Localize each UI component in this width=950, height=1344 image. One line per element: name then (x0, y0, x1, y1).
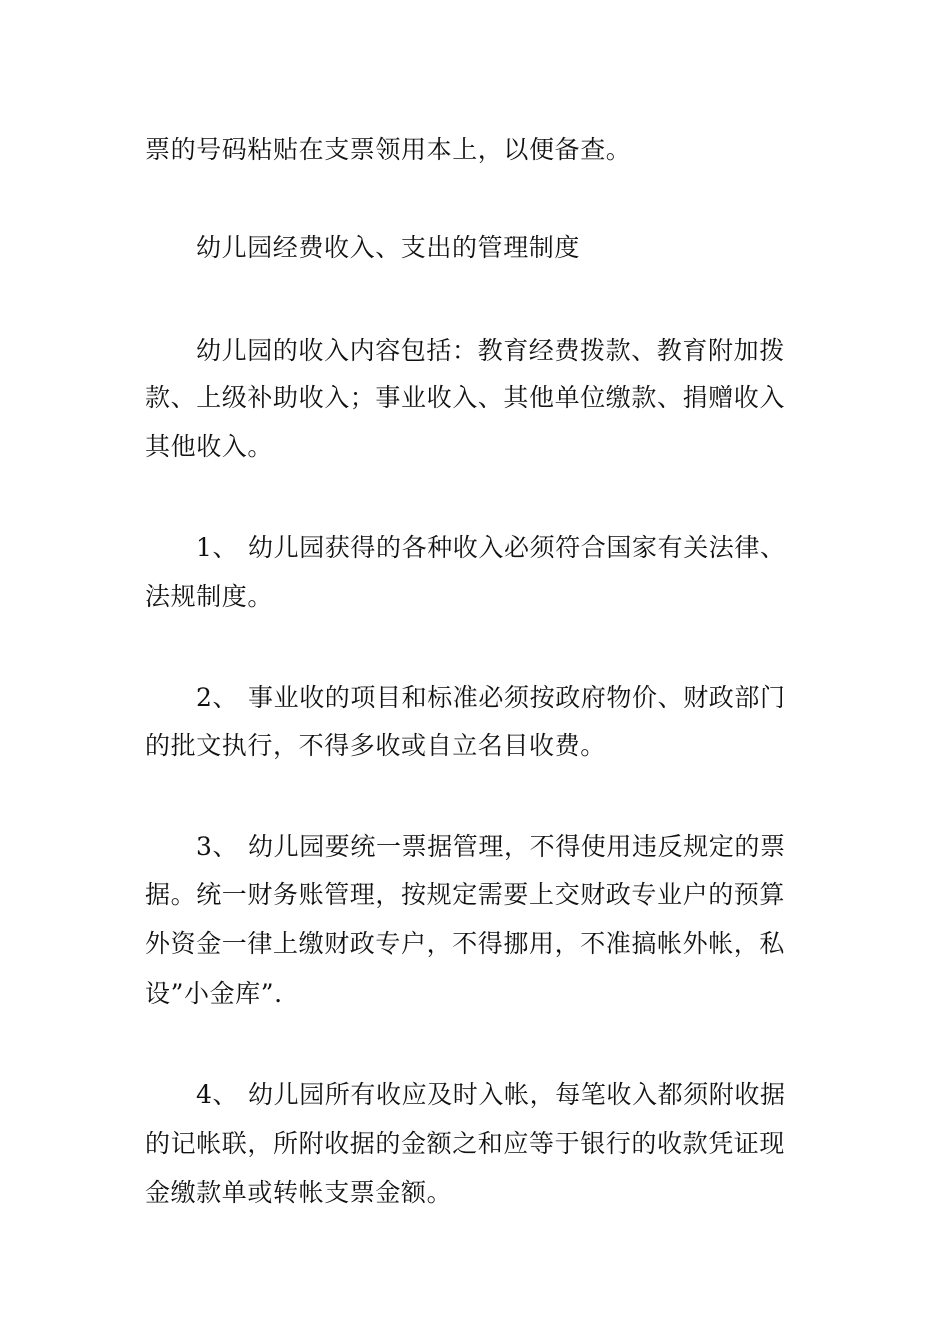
item-text: 事业收的项目和标准必须按政府物价、财政部门 (248, 683, 786, 712)
paragraph-line: 款、上级补助收入；事业收入、其他单位缴款、捐赠收入 (145, 383, 786, 412)
item-text: 幼儿园获得的各种收入必须符合国家有关法律、 (248, 533, 786, 562)
item-text: 幼儿园所有收应及时入帐，每笔收入都须附收据 (248, 1080, 786, 1109)
item-number: 1、 (196, 533, 239, 562)
item-number: 4、 (196, 1080, 239, 1109)
paragraph-line: 设”小金库”. (145, 979, 283, 1008)
paragraph-line: 金缴款单或转帐支票金额。 (145, 1178, 453, 1207)
item-number: 2、 (196, 683, 239, 712)
list-item-4-line (196, 1080, 786, 1110)
item-number: 3、 (196, 832, 239, 861)
list-item-3-line (196, 832, 786, 862)
item-text: 幼儿园要统一票据管理，不得使用违反规定的票 (248, 832, 786, 861)
paragraph-line: 其他收入。 (145, 432, 274, 461)
list-item-2-line (196, 683, 786, 713)
paragraph-line: 据。统一财务账管理，按规定需要上交财政专业户的预算 (145, 880, 786, 909)
paragraph-line: 幼儿园的收入内容包括：教育经费拨款、教育附加拨 (196, 336, 785, 365)
paragraph-line: 外资金一律上缴财政专户，不得挪用，不准搞帐外帐，私 (145, 929, 786, 958)
paragraph-line: 票的号码粘贴在支票领用本上，以便备查。 (145, 135, 632, 164)
paragraph-line: 法规制度。 (145, 582, 274, 611)
list-item-1-line (196, 533, 786, 563)
section-heading: 幼儿园经费收入、支出的管理制度 (196, 233, 581, 262)
paragraph-line: 的批文执行，不得多收或自立名目收费。 (145, 731, 606, 760)
paragraph-line: 的记帐联，所附收据的金额之和应等于银行的收款凭证现 (145, 1129, 786, 1158)
